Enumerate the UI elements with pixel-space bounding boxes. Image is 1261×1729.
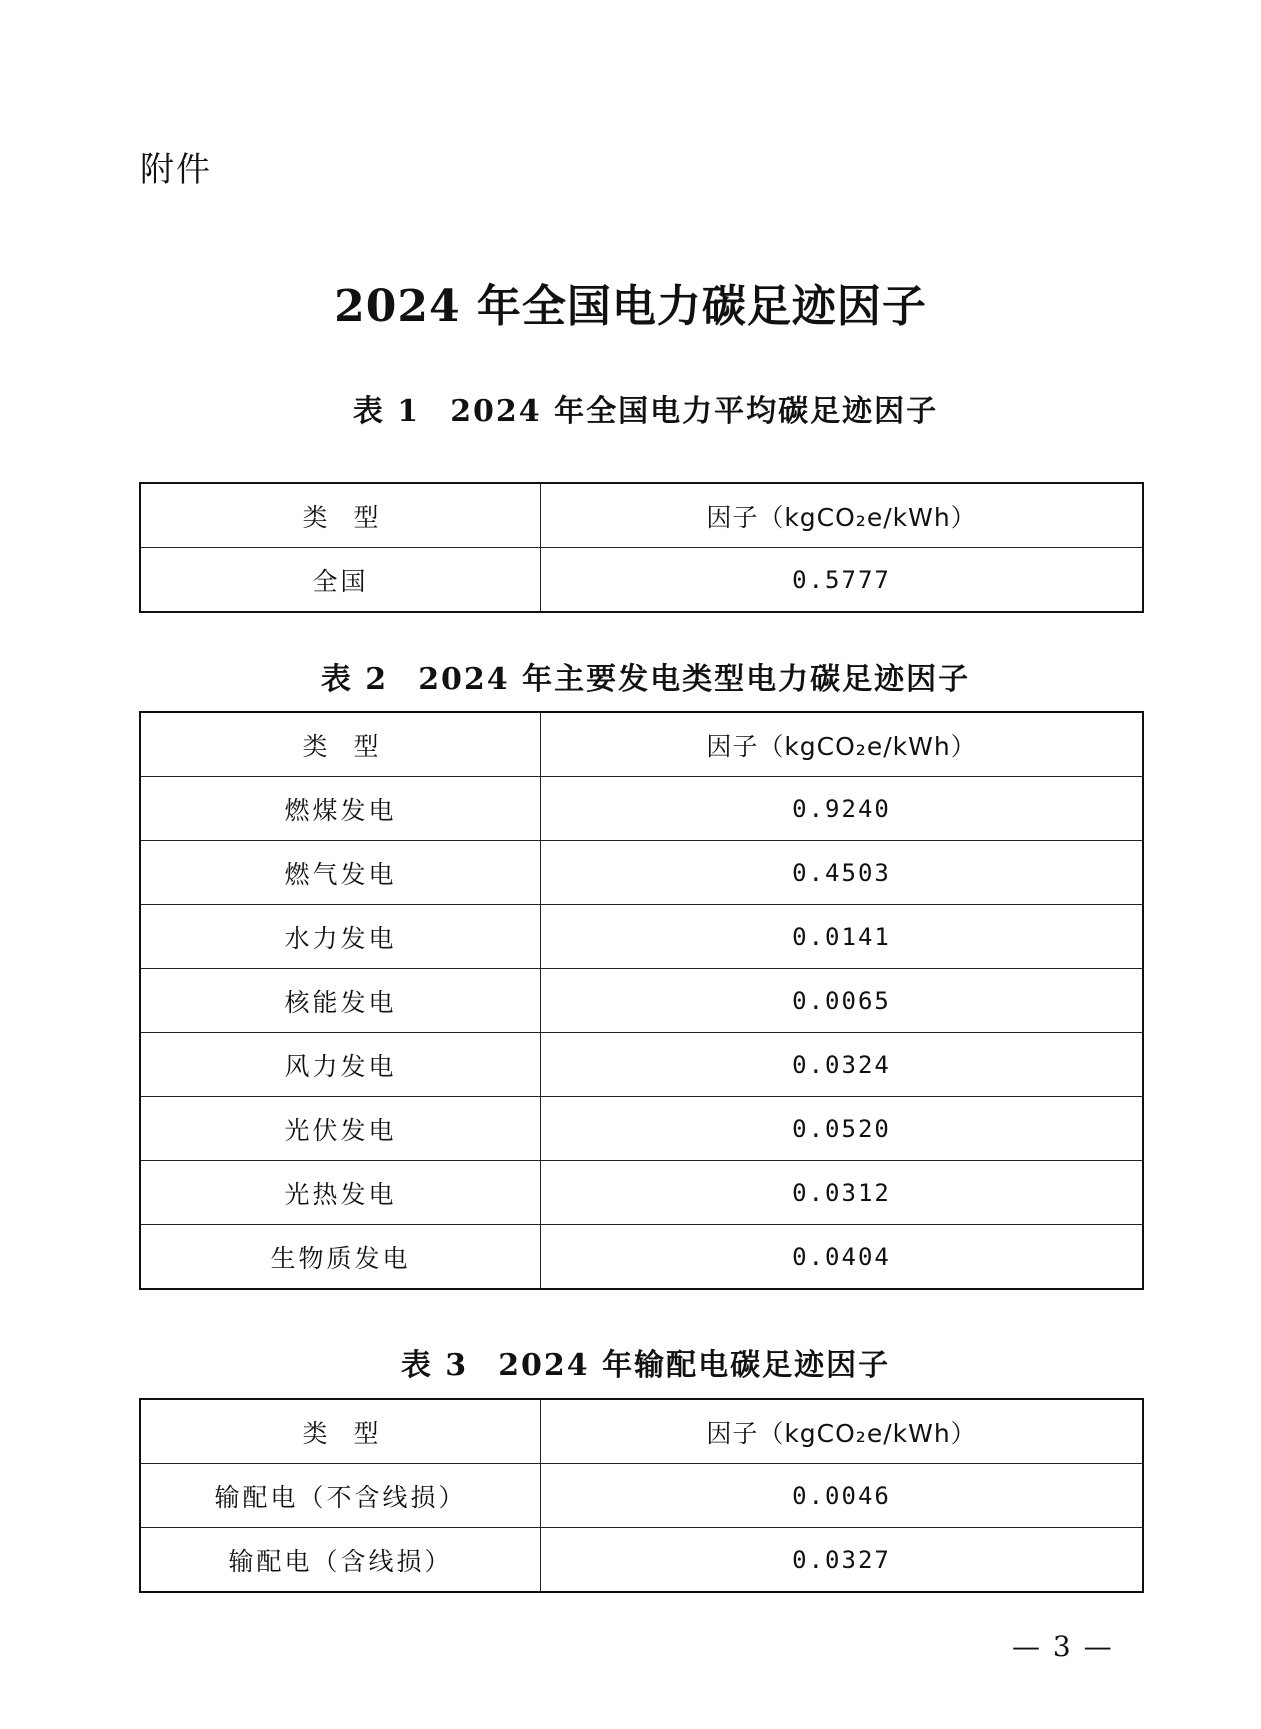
table-2-caption-number: 表 2	[320, 662, 389, 697]
table-row	[140, 969, 1143, 1033]
table-row	[140, 905, 1143, 969]
table-3-caption-number: 表 3	[400, 1348, 469, 1383]
table-row	[140, 1464, 1143, 1528]
table-2-caption-text: 2024 年主要发电类型电力碳足迹因子	[418, 662, 971, 697]
row-value: 0.0404	[541, 1225, 1144, 1290]
page-number: — 3 —	[1012, 1630, 1114, 1663]
row-value: 0.0327	[541, 1528, 1144, 1593]
header-factor: 因子（kgCO₂e/kWh）	[541, 483, 1144, 548]
row-value: 0.0520	[541, 1097, 1144, 1161]
row-type: 生物质发电	[140, 1225, 541, 1290]
row-value: 0.9240	[541, 777, 1144, 841]
row-type: 核能发电	[140, 969, 541, 1033]
table-3	[139, 1398, 1144, 1593]
header-factor: 因子（kgCO₂e/kWh）	[541, 1399, 1144, 1464]
row-type: 风力发电	[140, 1033, 541, 1097]
row-type: 光热发电	[140, 1161, 541, 1225]
row-value: 0.5777	[541, 548, 1144, 613]
table-2-caption	[0, 654, 1261, 698]
header-type: 类型	[140, 712, 541, 777]
row-value: 0.4503	[541, 841, 1144, 905]
row-type: 水力发电	[140, 905, 541, 969]
table-header-row	[140, 1399, 1143, 1464]
table-3-caption	[0, 1340, 1261, 1384]
row-value: 0.0312	[541, 1161, 1144, 1225]
table-1-caption-number: 表 1	[352, 394, 421, 429]
row-value: 0.0141	[541, 905, 1144, 969]
table-row	[140, 1097, 1143, 1161]
table-row	[140, 1225, 1143, 1290]
row-type: 输配电（含线损）	[140, 1528, 541, 1593]
row-type: 全国	[140, 548, 541, 613]
table-1-caption	[0, 386, 1261, 430]
table-3-caption-text: 2024 年输配电碳足迹因子	[498, 1348, 891, 1383]
row-type: 输配电（不含线损）	[140, 1464, 541, 1528]
row-type: 燃煤发电	[140, 777, 541, 841]
row-value: 0.0324	[541, 1033, 1144, 1097]
header-type: 类型	[140, 483, 541, 548]
table-1	[139, 482, 1144, 613]
table-row	[140, 841, 1143, 905]
row-value: 0.0065	[541, 969, 1144, 1033]
table-row	[140, 1033, 1143, 1097]
header-factor: 因子（kgCO₂e/kWh）	[541, 712, 1144, 777]
table-header-row	[140, 712, 1143, 777]
row-type: 燃气发电	[140, 841, 541, 905]
attachment-label: 附件	[140, 150, 212, 190]
table-row	[140, 1161, 1143, 1225]
page-title: 2024 年全国电力碳足迹因子	[334, 281, 927, 332]
row-value: 0.0046	[541, 1464, 1144, 1528]
table-row	[140, 548, 1143, 613]
table-row	[140, 1528, 1143, 1593]
table-header-row	[140, 483, 1143, 548]
row-type: 光伏发电	[140, 1097, 541, 1161]
table-row	[140, 777, 1143, 841]
header-type: 类型	[140, 1399, 541, 1464]
table-1-caption-text: 2024 年全国电力平均碳足迹因子	[450, 394, 939, 429]
table-2	[139, 711, 1144, 1290]
